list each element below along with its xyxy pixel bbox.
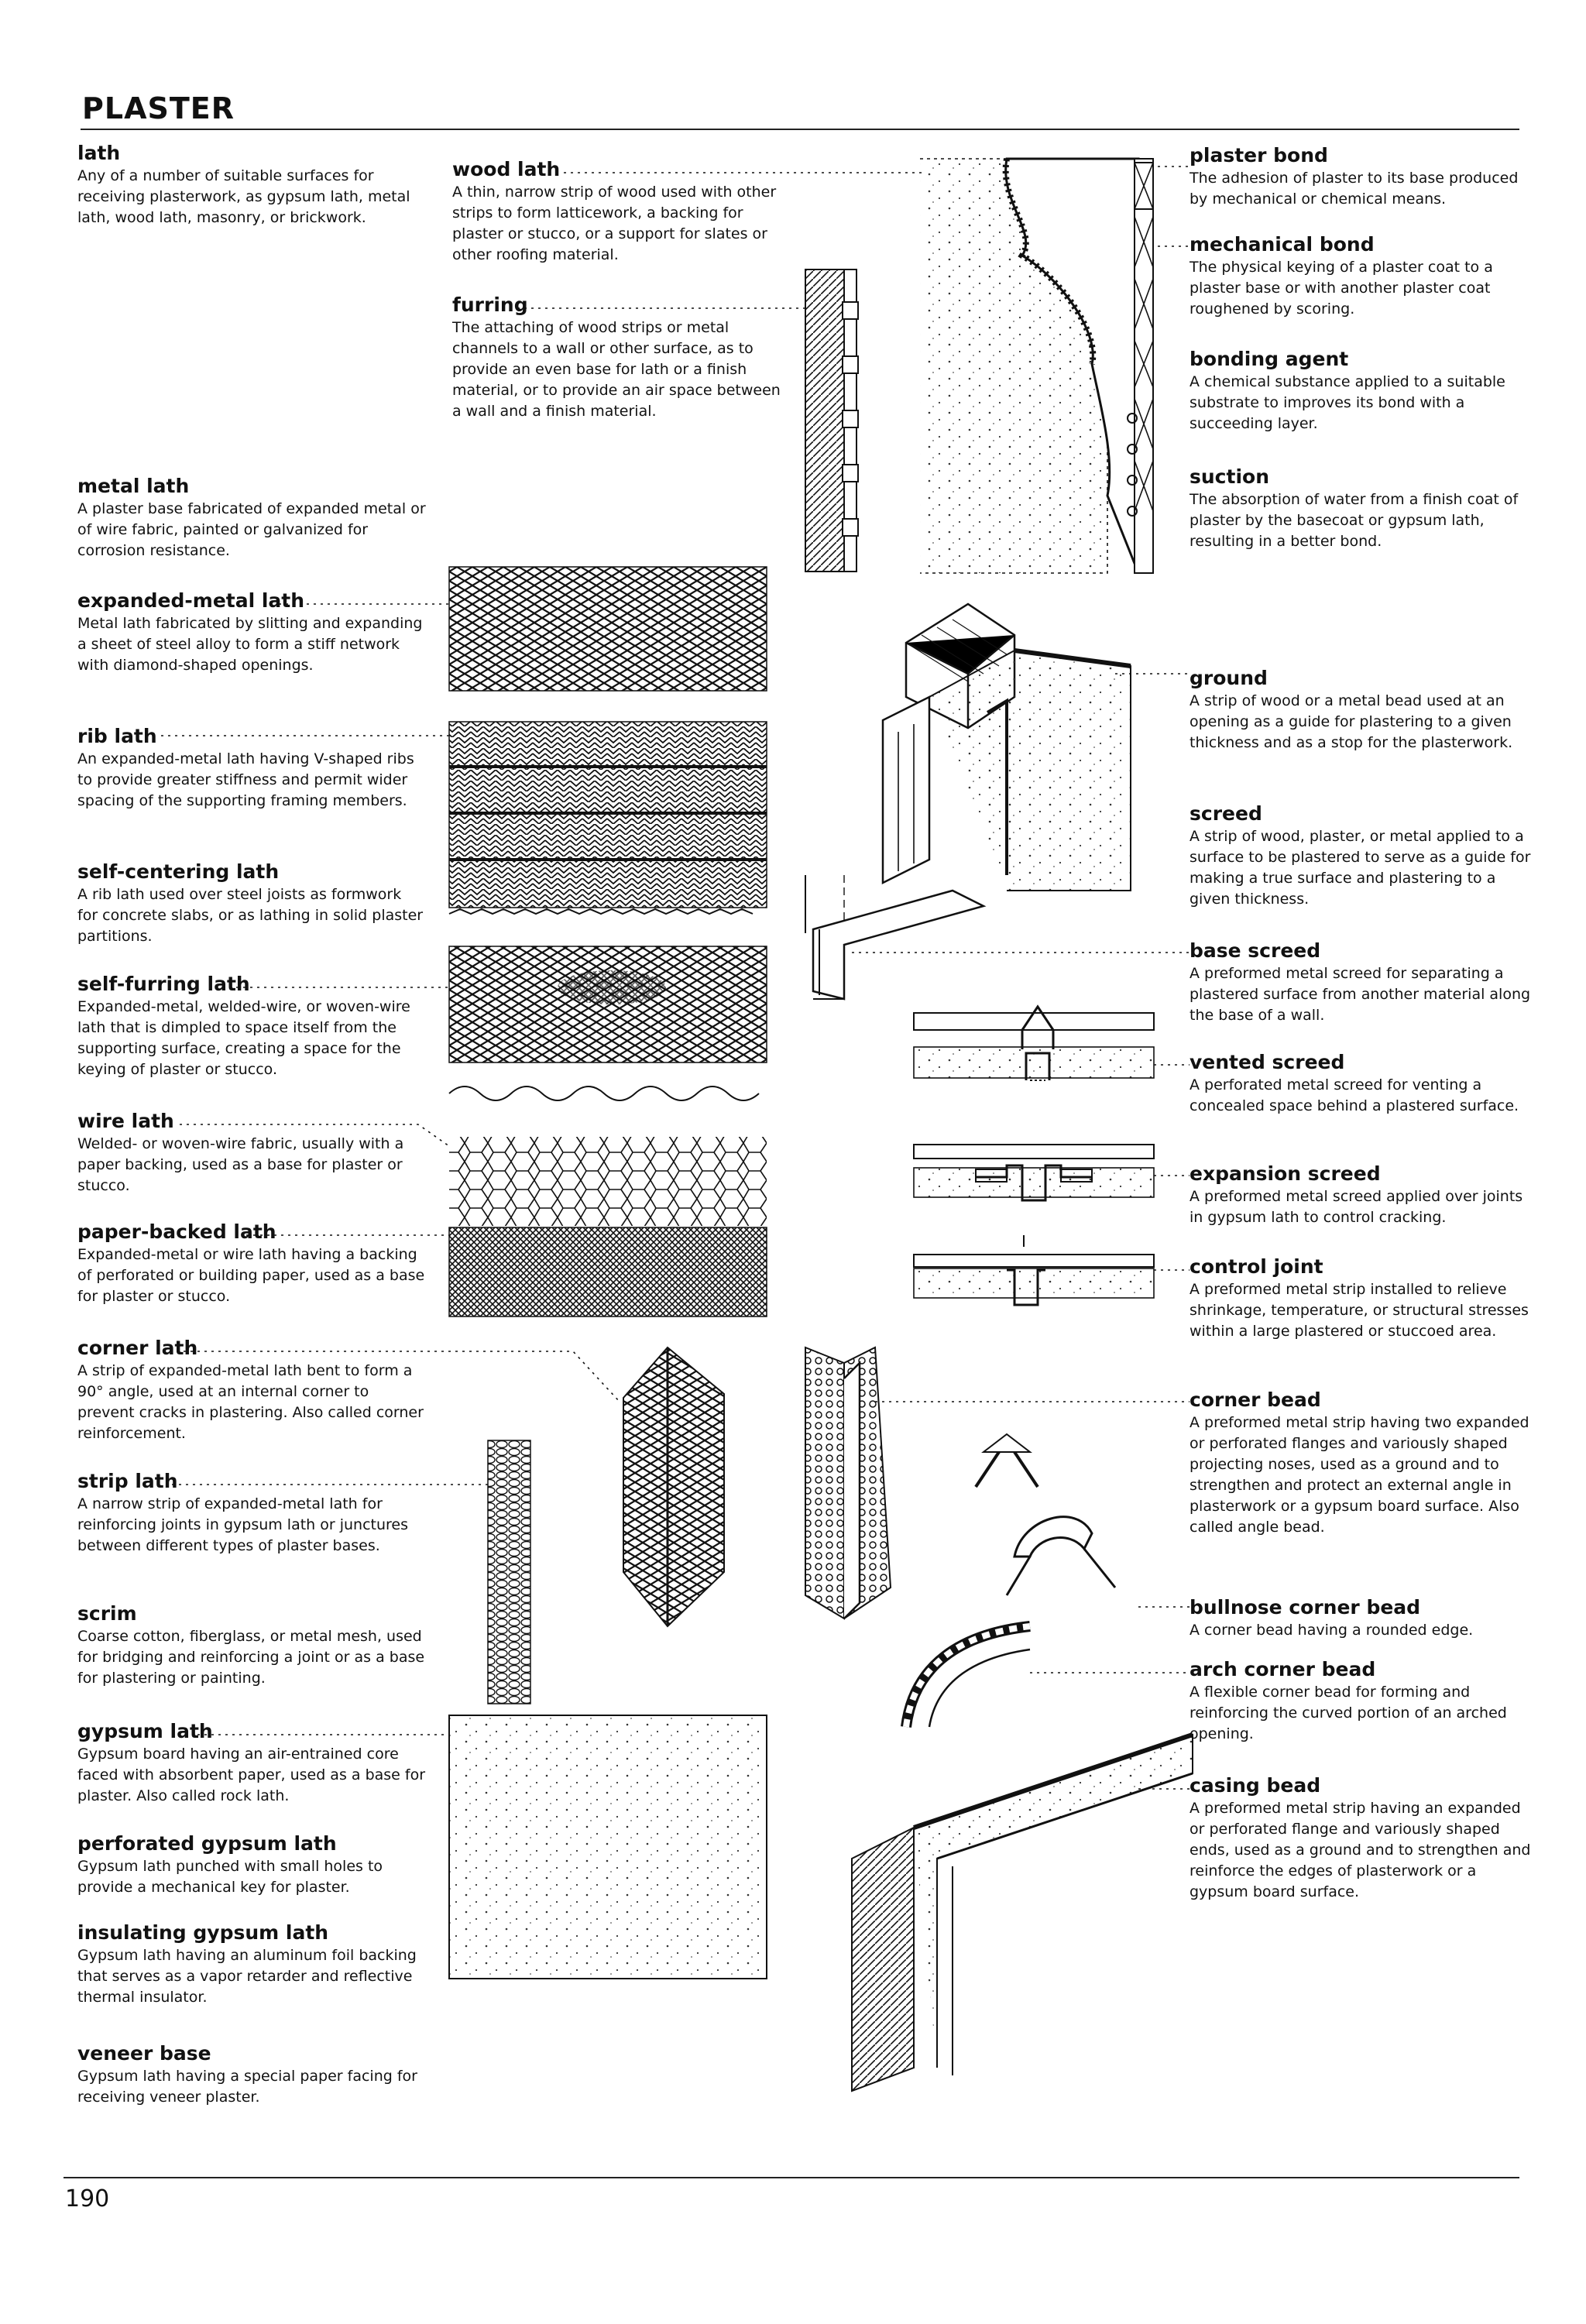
entry-base-screed	[1190, 939, 1538, 1026]
term-heading: mechanical bond	[1190, 233, 1375, 256]
term-heading: expansion screed	[1190, 1162, 1381, 1185]
term-definition: A strip of wood, plaster, or metal applied to a surface to be plastered to serve as a guide for making a true surface and plastering to a given thickness.	[1190, 828, 1531, 908]
term-heading: casing bead	[1190, 1774, 1321, 1797]
term-definition: A preformed metal strip installed to relieve shrinkage, temperature, or structural stresses within a large plastered or stuccoed area.	[1190, 1281, 1529, 1340]
term-heading: wire lath	[77, 1110, 174, 1132]
term-definition: Gypsum lath having an aluminum foil backing that serves as a vapor retarder and reflective thermal insulator.	[77, 1947, 417, 2006]
term-definition: A preformed metal strip having two expanded or perforated flanges and variously shaped projecting noses, used as a ground and to strengthen and protect an external angle in plasterwork or a gypsum board surface. Also called angle bead.	[1190, 1414, 1529, 1536]
arch-corner-bead-illustration	[906, 1626, 1190, 1727]
entry-perforated-gypsum-lath	[77, 1831, 426, 1898]
term-heading: self-furring lath	[77, 973, 250, 995]
entry-insulating-gypsum-lath	[77, 1921, 426, 2008]
term-definition: Gypsum lath having a special paper facing for receiving veneer plaster.	[77, 2068, 417, 2106]
term-heading: bonding agent	[1190, 348, 1349, 370]
vented-screed-illustration	[914, 1007, 1190, 1080]
term-heading: strip lath	[77, 1470, 178, 1492]
term-definition: The absorption of water from a finish coat of plaster by the basecoat or gypsum lath, resulting in a better bond.	[1190, 491, 1519, 550]
entry-wire-lath	[77, 1109, 426, 1196]
term-definition: A plaster base fabricated of expanded metal or of wire fabric, painted or galvanized for corrosion resistance.	[77, 500, 426, 559]
term-heading: screed	[1190, 802, 1262, 825]
term-definition: A preformed metal strip having an expanded or perforated flange and variously shaped ends, used as a ground and to strengthen and reinforce the edges of plasterwork or a gypsum board surface.	[1190, 1800, 1531, 1900]
plaster-bond-illustration	[920, 159, 1190, 573]
term-heading: vented screed	[1190, 1051, 1345, 1073]
entry-control-joint	[1190, 1255, 1538, 1342]
term-heading: rib lath	[77, 725, 157, 747]
entry-veneer-base	[77, 2041, 426, 2108]
term-definition: Gypsum board having an air-entrained core faced with absorbent paper, used as a base for plaster. Also called rock lath.	[77, 1746, 426, 1804]
bullnose-corner-bead-illustration	[1007, 1517, 1190, 1607]
term-definition: A perforated metal screed for venting a concealed space behind a plastered surface.	[1190, 1076, 1519, 1114]
term-definition: A thin, narrow strip of wood used with other strips to form latticework, a backing for plaster or stucco, or a support for slates or other roofing material.	[452, 184, 777, 263]
term-heading: bullnose corner bead	[1190, 1596, 1421, 1619]
entry-expansion-screed	[1190, 1162, 1538, 1228]
term-heading: suction	[1190, 465, 1269, 488]
corner-bead-illustration	[805, 1347, 1190, 1619]
entry-scrim	[77, 1601, 426, 1689]
term-heading: paper-backed lath	[77, 1220, 276, 1243]
term-definition: A strip of expanded-metal lath bent to form a 90° angle, used at an internal corner to prevent cracks in plastering. Also called corner reinforcement.	[77, 1362, 424, 1442]
entry-arch-corner-bead	[1190, 1657, 1538, 1745]
term-definition: Coarse cotton, fiberglass, or metal mesh, used for bridging and reinforcing a joint or as a base for plastering or painting.	[77, 1628, 425, 1687]
entry-self-furring-lath	[77, 972, 426, 1080]
term-heading: insulating gypsum lath	[77, 1921, 329, 1944]
casing-bead-illustration	[852, 1735, 1193, 2091]
entry-gypsum-lath	[77, 1719, 426, 1807]
term-definition: A preformed metal screed for separating a plastered surface from another material along the base of a wall.	[1190, 965, 1531, 1024]
term-heading: plaster bond	[1190, 144, 1328, 166]
entry-strip-lath	[77, 1469, 426, 1557]
term-heading: gypsum lath	[77, 1720, 213, 1742]
term-heading: metal lath	[77, 475, 190, 497]
term-heading: corner bead	[1190, 1389, 1321, 1411]
entry-self-centering-lath	[77, 860, 426, 947]
term-heading: wood lath	[452, 158, 561, 180]
entry-bonding-agent	[1190, 347, 1538, 434]
entry-casing-bead	[1190, 1773, 1538, 1903]
entry-corner-bead	[1190, 1388, 1538, 1538]
control-joint-illustration	[914, 1235, 1190, 1305]
entry-ground	[1190, 666, 1538, 753]
entry-furring	[452, 293, 785, 422]
term-heading: lath	[77, 142, 121, 164]
term-definition: Metal lath fabricated by slitting and expanding a sheet of steel alloy to form a stiff network with diamond-shaped openings.	[77, 615, 423, 674]
term-definition: A rib lath used over steel joists as formwork for concrete slabs, or as lathing in solid plaster partitions.	[77, 886, 424, 945]
term-definition: A chemical substance applied to a suitable substrate to improves its bond with a succeeding layer.	[1190, 373, 1505, 432]
page-title: PLASTER	[82, 91, 235, 125]
term-heading: base screed	[1190, 939, 1321, 962]
entry-paper-backed-lath	[77, 1220, 426, 1307]
term-definition: Any of a number of suitable surfaces for receiving plasterwork, as gypsum lath, metal lath, wood lath, masonry, or brickwork.	[77, 167, 410, 226]
entry-suction	[1190, 465, 1538, 552]
entry-corner-lath	[77, 1336, 426, 1444]
term-heading: corner lath	[77, 1337, 198, 1359]
term-definition: A narrow strip of expanded-metal lath for reinforcing joints in gypsum lath or junctures between different types of plaster bases.	[77, 1495, 409, 1554]
term-heading: control joint	[1190, 1255, 1323, 1278]
term-definition: A flexible corner bead for forming and reinforcing the curved portion of an arched opening.	[1190, 1684, 1507, 1742]
page-number: 190	[65, 2185, 110, 2212]
term-definition: A preformed metal screed applied over joints in gypsum lath to control cracking.	[1190, 1188, 1523, 1226]
base-screed-illustration	[805, 875, 1190, 999]
entry-plaster-bond	[1190, 143, 1538, 210]
entry-bullnose-corner-bead	[1190, 1595, 1538, 1641]
entry-screed	[1190, 802, 1538, 910]
term-definition: An expanded-metal lath having V-shaped ribs to provide greater stiffness and permit wider spacing of the supporting framing members.	[77, 750, 414, 809]
term-heading: arch corner bead	[1190, 1658, 1376, 1680]
entry-mechanical-bond	[1190, 232, 1538, 320]
term-definition: Welded- or woven-wire fabric, usually with a paper backing, used as a base for plaster or stucco.	[77, 1135, 404, 1194]
entry-metal-lath	[77, 474, 426, 561]
entry-lath	[77, 141, 426, 228]
term-heading: furring	[452, 294, 528, 316]
term-heading: ground	[1190, 667, 1268, 689]
term-heading: perforated gypsum lath	[77, 1832, 337, 1855]
term-definition: The adhesion of plaster to its base produced by mechanical or chemical means.	[1190, 170, 1519, 208]
ground-illustration	[883, 604, 1190, 891]
term-heading: expanded-metal lath	[77, 589, 305, 612]
term-definition: Gypsum lath punched with small holes to provide a mechanical key for plaster.	[77, 1858, 383, 1896]
term-heading: scrim	[77, 1602, 137, 1625]
term-definition: The physical keying of a plaster coat to a plaster base or with another plaster coat roughened by scoring.	[1190, 259, 1493, 318]
term-heading: veneer base	[77, 2042, 211, 2065]
entry-rib-lath	[77, 724, 426, 812]
term-definition: Expanded-metal or wire lath having a backing of perforated or building paper, used as a base for plaster or stucco.	[77, 1246, 425, 1305]
entry-expanded-metal-lath	[77, 589, 426, 676]
entry-vented-screed	[1190, 1050, 1538, 1117]
term-heading: self-centering lath	[77, 860, 280, 883]
entry-wood-lath	[452, 157, 785, 266]
expansion-screed-illustration	[914, 1145, 1190, 1200]
term-definition: The attaching of wood strips or metal channels to a wall or other surface, as to provide an even base for lath or a finish material, or to provide an air space between a wall and a finish material.	[452, 319, 781, 420]
term-definition: A corner bead having a rounded edge.	[1190, 1622, 1474, 1639]
footer-rule	[64, 2177, 1519, 2178]
term-definition: Expanded-metal, welded-wire, or woven-wire lath that is dimpled to space itself from the supporting surface, creating a space for the keying of plaster or stucco.	[77, 998, 410, 1078]
term-definition: A strip of wood or a metal bead used at an opening as a guide for plastering to a given thickness and as a stop for the plasterwork.	[1190, 692, 1513, 751]
